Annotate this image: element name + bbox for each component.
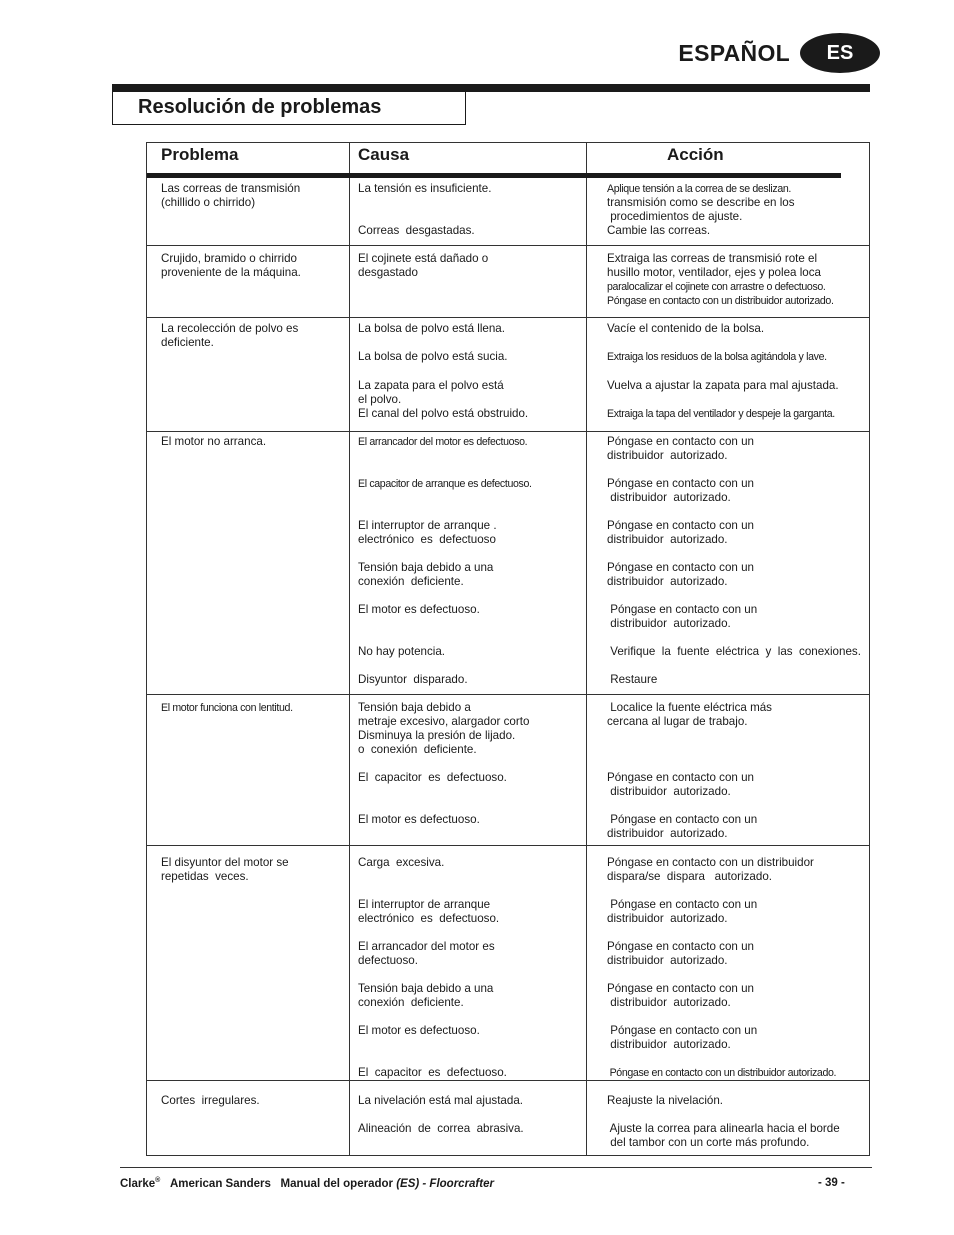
header-rule-bar [147,173,841,178]
problem-cell: El motor funciona con lentitud. [161,702,293,714]
footer-brand: Clarke [120,1177,156,1190]
action-cell: Póngase en contacto con un distribuidor autorizado. [607,813,758,840]
problem-cell: El disyuntor del motor se repetidas veces. [161,856,289,883]
language-label: ESPAÑOL [678,39,790,66]
cause-cell: El motor es defectuoso. [358,603,480,616]
action-cell: Extraiga la tapa del ventilador y despeje la garganta. [607,408,835,420]
action-cell: Verifique la fuente eléctrica y las conexiones. [607,645,861,658]
cause-cell: La tensión es insuficiente. [358,182,492,195]
row-divider [147,1080,869,1081]
cause-cell: Tensión baja debido a una conexión deficiente. [358,561,494,588]
row-divider [147,845,869,846]
row-divider [147,431,869,432]
row-divider [147,245,869,246]
action-cell: Extraiga las correas de transmisió rote el husillo motor, ventilador, ejes y polea loca [607,252,821,279]
problem-cell: Crujido, bramido o chirrido proveniente de la máquina. [161,252,301,279]
cause-cell: La zapata para el polvo está el polvo. El canal del polvo está obstruido. [358,379,529,420]
cause-cell: Carga excesiva. [358,856,445,869]
language-badge: ES [800,33,880,73]
registered-mark: ® [155,1177,161,1184]
column-divider [586,143,587,1155]
header-action: Acción [667,145,724,164]
action-cell: Ajuste la correa para alinearla hacia el borde del tambor con un corte más profundo. [609,1122,840,1149]
header-problem: Problema [161,145,239,164]
cause-cell: El motor es defectuoso. [358,1024,480,1037]
problem-cell: El motor no arranca. [161,435,267,448]
cause-cell: El arrancador del motor es defectuoso. [358,940,495,967]
cause-cell: El interruptor de arranque electrónico es defectuoso. [358,898,500,925]
action-cell: Póngase en contacto con un distribuidor autorizado. [607,477,754,504]
action-cell: Vacíe el contenido de la bolsa. [607,322,765,335]
footer-company: American Sanders [169,1177,271,1190]
cause-cell: El capacitor es defectuoso. [358,771,507,784]
cause-cell: Alineación de correa abrasiva. [358,1122,524,1135]
action-cell: Póngase en contacto con un distribuidor autorizado. [607,561,754,588]
cause-cell: El arrancador del motor es defectuoso. [358,436,528,448]
action-cell: Póngase en contacto con un distribuidor autorizado. [607,519,754,546]
action-cell: Póngase en contacto con un distribuidor autorizado. [607,435,754,462]
cause-cell: Tensión baja debido a una conexión deficiente. [358,982,494,1009]
action-cell: Vuelva a ajustar la zapata para mal ajustada. [607,379,839,392]
action-cell: Póngase en contacto con un distribuidor dispara/se dispara autorizado. [607,856,814,883]
problem-cell: La recolección de polvo es deficiente. [161,322,299,349]
problem-cell: Las correas de transmisión (chillido o chirrido) [161,182,301,209]
row-divider [147,694,869,695]
action-cell: Extraiga los residuos de la bolsa agitándola y lave. [607,351,827,363]
action-cell: Restaure [607,673,658,686]
cause-cell: La nivelación está mal ajustada. [358,1094,523,1107]
footer-edition: (ES) - Floorcrafter [396,1177,494,1190]
action-cell: transmisión como se describe en los procedimientos de ajuste. Cambie las correas. [607,196,795,237]
cause-cell: La bolsa de polvo está sucia. [358,350,508,363]
cause-cell: La bolsa de polvo está llena. [358,322,505,335]
action-cell: Póngase en contacto con un distribuidor autorizado. [607,771,754,798]
cause-cell: El motor es defectuoso. [358,813,480,826]
action-cell: Póngase en contacto con un distribuidor autorizado. [607,982,754,1009]
footer-text [120,1177,494,1190]
column-divider [349,143,350,1155]
language-indicator [678,34,880,72]
section-title: Resolución de problemas [138,96,382,118]
page-number: - 39 - [818,1177,845,1189]
cause-cell: Tensión baja debido a metraje excesivo, alargador corto Disminuya la presión de lijado. o conexión deficiente. [358,701,530,756]
action-cell: Póngase en contacto con un distribuidor autorizado. [610,1024,758,1051]
footer-manual: Manual del operador [280,1177,393,1190]
action-cell: Póngase en contacto con un distribuidor autorizado. [607,1067,837,1079]
cause-cell: No hay potencia. [358,645,446,658]
action-cell: paralocalizar el cojinete con arrastre o defectuoso. Póngase en contacto con un distribuidor autorizado. [607,281,834,307]
action-cell: Localice la fuente eléctrica más cercana al lugar de trabajo. [607,701,772,728]
cause-cell: El cojinete está dañado o desgastado [358,252,489,279]
footer-rule [120,1167,872,1168]
cause-cell: El capacitor es defectuoso. [358,1066,507,1079]
action-cell: Reajuste la nivelación. [607,1094,724,1107]
cause-cell: Correas desgastadas. [358,224,475,237]
action-cell: Póngase en contacto con un distribuidor autorizado. [607,898,758,925]
problem-cell: Cortes irregulares. [161,1094,260,1107]
cause-cell: El interruptor de arranque . electrónico es defectuoso [358,519,497,546]
header-rule [112,84,870,92]
section-title-box [112,92,466,125]
action-cell: Póngase en contacto con un distribuidor autorizado. [610,603,758,630]
header-cause: Causa [358,145,410,164]
cause-cell: Disyuntor disparado. [358,673,468,686]
action-cell: Póngase en contacto con un distribuidor autorizado. [607,940,754,967]
action-cell: Aplique tensión a la correa de se deslizan. [607,183,792,195]
cause-cell: El capacitor de arranque es defectuoso. [358,478,532,490]
troubleshooting-table [146,142,870,1156]
row-divider [147,317,869,318]
